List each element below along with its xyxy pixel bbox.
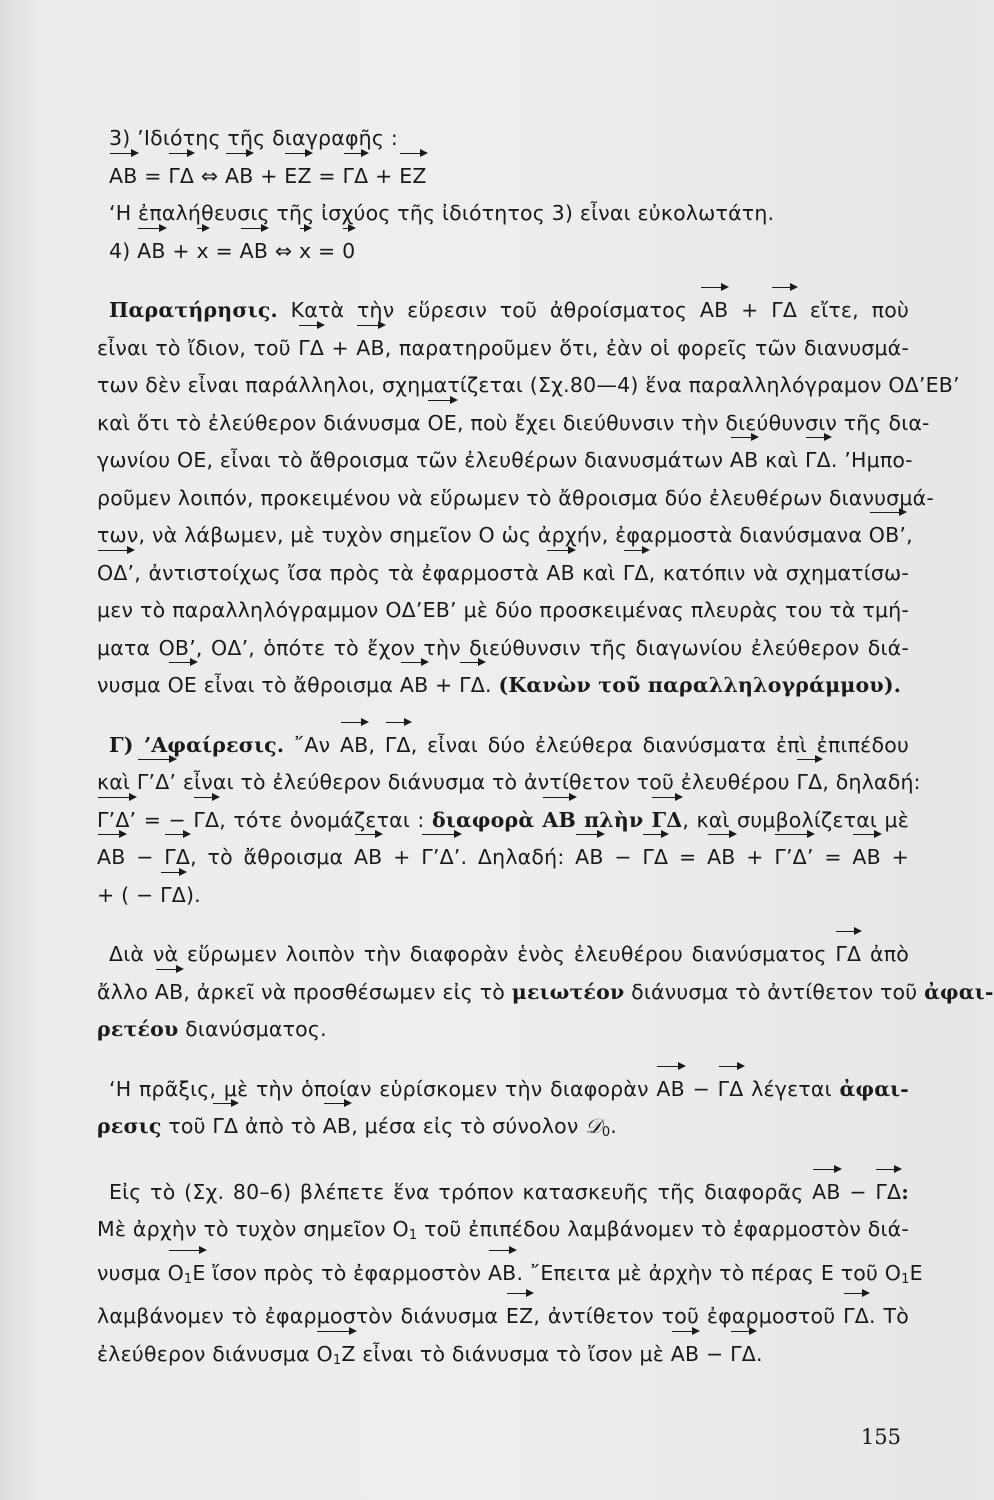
remark-line-2: εἶναι τὸ ἴδιον, τοῦ ΓΔ + AB, παρατηροῦμεν ὅτι, ἐὰν οἱ φορεῖς τῶν διανυσμά- [97,330,909,368]
remark-line-5: γωνίου ΟΕ, εἶναι τὸ ἄθροισμα τῶν ἐλευθέρων διανυσμάτων AB καὶ ΓΔ. ’Ημπο- [97,442,909,480]
property-3-heading: 3) ’Ιδιότης τῆς διαγραφῆς : [109,126,398,150]
remark-line-6: ροῦμεν λοιπόν, προκειμένου νὰ εὕρωμεν τὸ ἄθροισμα δύο ἐλευθέρων διανυσμά- [97,485,934,510]
remark-line-4: καὶ ὅτι τὸ ἐλεύθερον διάνυσμα ΟΕ, ποὺ ἔχει διεύθυνσιν τὴν διεύθυνσιν τῆς δια- [97,405,909,443]
subtraction-line-2: καὶ Γ’Δ’ εἶναι τὸ ἐλεύθερον διάνυσμα τὸ ἀντίθετον τοῦ ἐλευθέρου ΓΔ, δηλαδή: [97,764,909,802]
remark-line-10: ματα ΟΒ’, ΟΔ’, ὁπότε τὸ ἔχον τὴν διεύθυνσιν τῆς διαγωνίου ἐλεύθερον διά- [97,635,909,660]
construction-line-2: Μὲ ἀρχὴν τὸ τυχὸν σημεῖον $O_1$ τοῦ ἐπιπέδου λαμβάνομεν τὸ ἐφαρμοστὸν διά- [97,1217,909,1243]
subtraction-line-1: Γ) ’Αφαίρεσις. ῎Αν AB, ΓΔ, εἶναι δύο ἐλεύθερα διανύσματα ἐπὶ ἐπιπέδου [97,727,909,765]
page-number: 155 [860,1425,901,1449]
subtraction-line-5: + ( − ΓΔ). [97,877,909,915]
remark-line-11: νυσμα ΟΕ εἶναι τὸ ἄθροισμα AB + ΓΔ. (Κανὼν τοῦ παραλληλογράμμου). [97,667,909,705]
difference-line-2: ἄλλο AB, ἀρκεῖ νὰ προσθέσωμεν εἰς τὸ μειωτέον διάνυσμα τὸ ἀντίθετον τοῦ ἀφαι- [97,974,909,1012]
operation-line-2: ρεσις τοῦ ΓΔ ἀπὸ τὸ AB, μέσα εἰς τὸ σύνολον 𝒟$_0$. [97,1108,909,1152]
remark-line-7: των, νὰ λάβωμεν, μὲ τυχὸν σημεῖον Ο ὡς ἀρχήν, ἐφαρμοστὰ διανύσμανα ΟΒ’, [97,517,909,555]
construction-line-5: ἐλεύθερον διάνυσμα $O_1Z$ εἶναι τὸ διάνυσμα τὸ ἴσον μὲ AB − ΓΔ. [97,1336,909,1380]
difference-line-3: ρετέου διανύσματος. [97,1017,327,1041]
difference-line-1: Διὰ νὰ εὕρωμεν λοιπὸν τὴν διαφορὰν ἑνὸς ἐλευθέρου διανύσματος ΓΔ ἀπὸ [97,936,909,974]
property-4-formula: 4) AB + x = AB ⇔ x = 0 [97,233,909,271]
remark-line-8: ΟΔ’, ἀντιστοίχως ἴσα πρὸς τὰ ἐφαρμοστὰ AB καὶ ΓΔ, κατόπιν νὰ σχηματίσω- [97,555,909,593]
subtraction-line-4: AB − ΓΔ, τὸ ἄθροισμα AB + Γ’Δ’. Δηλαδή: AB − ΓΔ = AB + Γ’Δ’ = AB + [97,839,909,877]
property-3-verification: ‘Η ἐπαλήθευσις τῆς ἰσχύος τῆς ἰδιότητος 3) εἶναι εὐκολωτάτη. [109,201,775,225]
remark-line-1: Παρατήρησις. Κατὰ τὴν εὕρεσιν τοῦ ἀθροίσματος AB + ΓΔ εἴτε, ποὺ [97,292,909,330]
construction-line-3: νυσμα $O_1E$ ἴσον πρὸς τὸ ἐφαρμοστὸν AB. ῎Επειτα μὲ ἀρχὴν τὸ πέρας Ε τοῦ $O_1E$ [97,1255,909,1299]
body-text [97,120,994,1379]
property-3-formula: AB = ΓΔ ⇔ AB + EZ = ΓΔ + EZ [97,158,909,196]
construction-line-1: Εἰς τὸ (Σχ. 80–6) βλέπετε ἕνα τρόπον κατασκευῆς τῆς διαφορᾶς AB − ΓΔ: [97,1174,909,1212]
construction-line-4: λαμβάνομεν τὸ ἐφαρμοστὸν διάνυσμα ΕΖ, ἀντίθετον τοῦ ἐφαρμοστοῦ ΓΔ. Τὸ [97,1298,909,1336]
remark-line-9: μεν τὸ παραλληλόγραμμον ΟΔ’ΕΒ’ μὲ δύο προσκειμένας πλευρὰς του τὰ τμή- [97,598,909,622]
subtraction-line-3: Γ’Δ’ = − ΓΔ, τότε ὀνομάζεται : διαφορὰ AB πλὴν ΓΔ, καὶ συμβολίζεται μὲ [97,802,909,840]
operation-line-1: ‘Η πρᾶξις, μὲ τὴν ὁποίαν εὑρίσκομεν τὴν διαφορὰν AB − ΓΔ λέγεται ἀφαι- [97,1071,909,1109]
remark-line-3: των δὲν εἶναι παράλληλοι, σχηματίζεται (Σχ.80—4) ἕνα παραλληλόγραμον ΟΔ’ΕΒ’ [97,373,960,397]
